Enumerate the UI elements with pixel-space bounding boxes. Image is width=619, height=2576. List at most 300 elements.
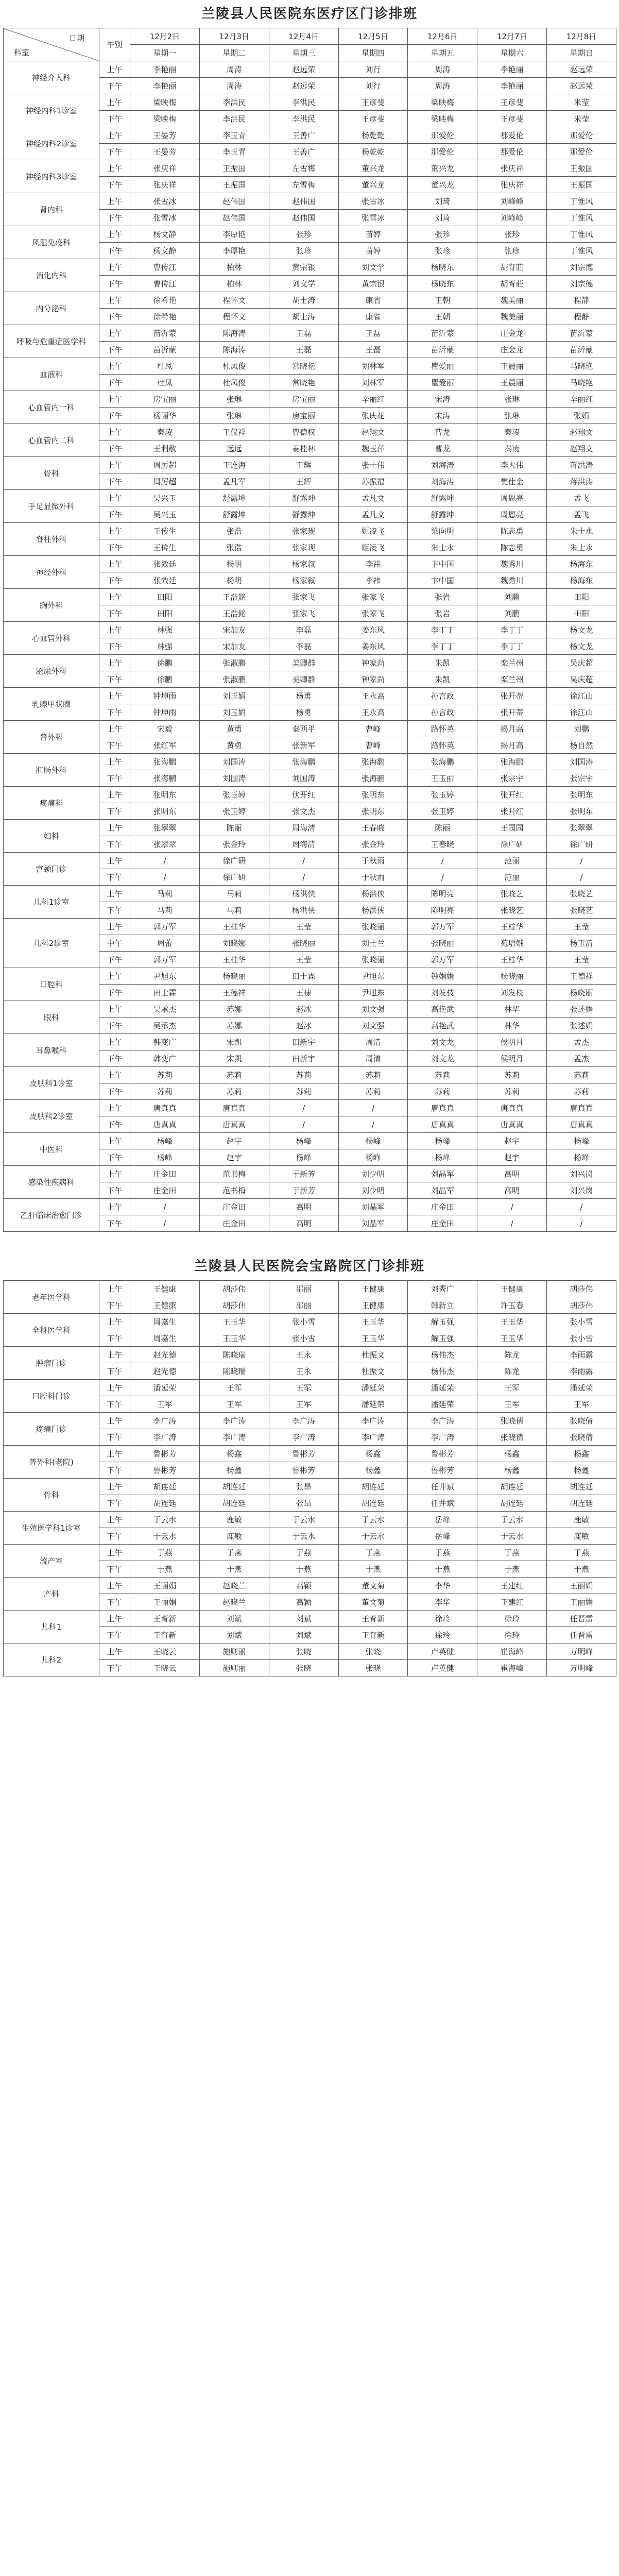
doctor-cell: 王仪祥	[199, 424, 269, 440]
doctor-cell: 孟凡文	[338, 506, 408, 523]
doctor-cell: 张开蒂	[477, 704, 547, 721]
doctor-cell: 赵远荣	[547, 78, 616, 94]
table-row	[4, 919, 616, 935]
period-cell: 上午	[99, 1347, 130, 1363]
doctor-cell: 张家飞	[338, 589, 408, 605]
doctor-cell: 李广涛	[130, 1413, 200, 1429]
doctor-cell: 王辉	[269, 473, 338, 490]
doctor-cell: 杨文静	[130, 243, 200, 259]
table-row	[4, 160, 616, 177]
doctor-cell: 张效廷	[130, 556, 200, 572]
period-cell: 上午	[99, 1512, 130, 1528]
doctor-cell: 王晓云	[130, 1643, 200, 1660]
department-name: 乙肝临床治愈门诊	[4, 1199, 99, 1232]
doctor-cell: 吴承杰	[130, 1001, 200, 1018]
header-weekday: 星期四	[338, 45, 408, 61]
doctor-cell: 王玉华	[477, 1314, 547, 1330]
doctor-cell: 任晋雷	[547, 1611, 616, 1627]
doctor-cell: 孙言政	[408, 688, 477, 704]
header-date: 12月6日	[408, 28, 477, 45]
doctor-cell: 李祎	[338, 556, 408, 572]
doctor-cell: 李磊	[269, 638, 338, 655]
doctor-cell: 庄金田	[199, 1199, 269, 1215]
doctor-cell: 刘鹏	[477, 589, 547, 605]
doctor-cell: 宋加友	[199, 622, 269, 638]
department-name: 口腔科	[4, 968, 99, 1001]
department-name: 呼吸与危重症医学科	[4, 325, 99, 358]
header-date: 12月2日	[130, 28, 200, 45]
doctor-cell: 马莉	[199, 886, 269, 902]
doctor-cell: 王莹	[269, 919, 338, 935]
doctor-cell: 王莹	[547, 919, 616, 935]
doctor-cell: 张效廷	[130, 572, 200, 589]
doctor-cell: 马晓艳	[547, 358, 616, 375]
doctor-cell: 李广涛	[338, 1413, 408, 1429]
doctor-cell: 鲁彬芳	[408, 1446, 477, 1462]
header-weekday: 星期三	[269, 45, 338, 61]
doctor-cell: 张浩	[199, 539, 269, 556]
doctor-cell: 刘斌	[269, 1627, 338, 1643]
table-row	[4, 688, 616, 704]
doctor-cell: 王园园	[477, 820, 547, 836]
table-row	[4, 556, 616, 572]
doctor-cell: 王桂华	[477, 952, 547, 968]
doctor-cell: 于燕	[338, 1561, 408, 1578]
doctor-cell: 杜凤	[130, 358, 200, 375]
doctor-cell: 王德祥	[199, 985, 269, 1001]
doctor-cell: /	[477, 1215, 547, 1232]
doctor-cell: 张晓丽	[338, 919, 408, 935]
table-row	[4, 226, 616, 243]
period-cell: 下午	[99, 473, 130, 490]
doctor-cell: 张翠翠	[547, 820, 616, 836]
doctor-cell: 徐广研	[547, 836, 616, 853]
doctor-cell: 苗沂蒙	[408, 342, 477, 358]
period-cell: 下午	[99, 1215, 130, 1232]
doctor-cell: 杨洪侠	[269, 886, 338, 902]
period-cell: 上午	[99, 754, 130, 770]
doctor-cell: 刘峰峰	[477, 210, 547, 226]
doctor-cell: 李广涛	[199, 1413, 269, 1429]
doctor-cell: 王丽娟	[130, 1594, 200, 1611]
doctor-cell: 苗婷	[338, 226, 408, 243]
period-cell: 下午	[99, 408, 130, 424]
doctor-cell: 美卿群	[269, 655, 338, 671]
doctor-cell: 王莹	[269, 952, 338, 968]
doctor-cell: 丁惟风	[547, 210, 616, 226]
period-cell: 上午	[99, 94, 130, 111]
doctor-cell: 常晓艳	[269, 375, 338, 391]
table-row	[4, 358, 616, 375]
doctor-cell: 刘晶军	[408, 1182, 477, 1199]
doctor-cell: 王浩銘	[199, 589, 269, 605]
doctor-cell: /	[130, 869, 200, 886]
doctor-cell: 吴庆超	[547, 671, 616, 688]
doctor-cell: 唐真真	[547, 1100, 616, 1116]
department-name: 皮肤科1诊室	[4, 1067, 99, 1100]
doctor-cell: 王连海	[199, 457, 269, 473]
doctor-cell: 杜振文	[338, 1363, 408, 1380]
doctor-cell: 解玉强	[408, 1314, 477, 1330]
doctor-cell: 胡士涛	[269, 309, 338, 325]
doctor-cell: 吴承杰	[130, 1018, 200, 1034]
doctor-cell: 范丽	[477, 869, 547, 886]
doctor-cell: 程静	[547, 309, 616, 325]
period-cell: 下午	[99, 1018, 130, 1034]
doctor-cell: 杨鑫	[199, 1462, 269, 1479]
doctor-cell: /	[547, 869, 616, 886]
doctor-cell: 尹旭东	[338, 985, 408, 1001]
doctor-cell: 胡连廷	[547, 1479, 616, 1495]
department-name: 普外科	[4, 721, 99, 754]
doctor-cell: 周涛	[199, 61, 269, 78]
doctor-cell: 李艳丽	[130, 78, 200, 94]
doctor-cell: 于燕	[547, 1545, 616, 1561]
table-row	[4, 1347, 616, 1363]
doctor-cell: 杨勇	[269, 704, 338, 721]
doctor-cell: 田阳	[130, 605, 200, 622]
doctor-cell: 那爱伦	[408, 144, 477, 160]
doctor-cell: 刘国涛	[547, 754, 616, 770]
period-cell: 下午	[99, 1330, 130, 1347]
doctor-cell: 于燕	[130, 1545, 200, 1561]
doctor-cell: 辛丽红	[338, 391, 408, 408]
doctor-cell: 于秋雨	[338, 869, 408, 886]
department-name: 骨科	[4, 457, 99, 490]
doctor-cell: 于秋雨	[338, 853, 408, 869]
table-row	[4, 1611, 616, 1627]
doctor-cell: 杨文龙	[547, 622, 616, 638]
doctor-cell: 杨峰	[269, 1149, 338, 1166]
doctor-cell: 张晓艺	[547, 886, 616, 902]
doctor-cell: 张岩	[408, 605, 477, 622]
doctor-cell: 王健康	[338, 1297, 408, 1314]
period-cell: 上午	[99, 523, 130, 539]
period-cell: 下午	[99, 276, 130, 292]
doctor-cell: 林华	[477, 1001, 547, 1018]
doctor-cell: 鹿敏	[199, 1512, 269, 1528]
table-row	[4, 589, 616, 605]
doctor-cell: 张小雪	[547, 1330, 616, 1347]
doctor-cell: 王玉华	[338, 1330, 408, 1347]
doctor-cell: 李艳丽	[130, 61, 200, 78]
doctor-cell: 吴兴玉	[130, 506, 200, 523]
doctor-cell: 胡育莊	[477, 259, 547, 276]
doctor-cell: 王善广	[269, 144, 338, 160]
doctor-cell: 张庆祥	[130, 160, 200, 177]
doctor-cell: 王晨丽	[477, 375, 547, 391]
doctor-cell: 杨峰	[408, 1133, 477, 1149]
period-cell: 下午	[99, 671, 130, 688]
doctor-cell: 侯明月	[477, 1034, 547, 1050]
doctor-cell: 张玉婷	[408, 803, 477, 820]
doctor-cell: 李厚艳	[199, 243, 269, 259]
doctor-cell: 杨峰	[547, 1133, 616, 1149]
doctor-cell: 刘文龙	[408, 1034, 477, 1050]
doctor-cell: 赵晓兰	[199, 1578, 269, 1594]
doctor-cell: 徐鹏	[130, 671, 200, 688]
header-weekday: 星期五	[408, 45, 477, 61]
doctor-cell: 岳峰	[408, 1528, 477, 1545]
doctor-cell: 孟杰	[547, 1034, 616, 1050]
doctor-cell: 王春晓	[408, 836, 477, 853]
table-row	[4, 1100, 616, 1116]
doctor-cell: 张海鹏	[269, 754, 338, 770]
doctor-cell: 胡莎伟	[199, 1297, 269, 1314]
doctor-cell: 胡莎伟	[547, 1281, 616, 1297]
table-row	[4, 1314, 616, 1330]
doctor-cell: 路怀英	[408, 721, 477, 737]
doctor-cell: 赵远荣	[269, 61, 338, 78]
table-row	[4, 523, 616, 539]
doctor-cell: 刘林军	[338, 375, 408, 391]
doctor-cell: 王振国	[199, 160, 269, 177]
doctor-cell: 于云水	[269, 1528, 338, 1545]
doctor-cell: 刘晶军	[338, 1215, 408, 1232]
doctor-cell: 宋涛	[408, 391, 477, 408]
doctor-cell: 吴兴玉	[130, 490, 200, 506]
doctor-cell: 张海鹏	[408, 754, 477, 770]
doctor-cell: 胡连廷	[477, 1479, 547, 1495]
doctor-cell: 姬凌飞	[338, 539, 408, 556]
doctor-cell: 董兴龙	[408, 160, 477, 177]
doctor-cell: 林强	[130, 622, 200, 638]
doctor-cell: 杨峰	[269, 1133, 338, 1149]
doctor-cell: 李洪民	[269, 94, 338, 111]
doctor-cell: 杜凤俊	[199, 375, 269, 391]
doctor-cell: 张文杰	[269, 803, 338, 820]
doctor-cell: 李洪民	[269, 111, 338, 127]
period-cell: 上午	[99, 622, 130, 638]
header-weekday: 星期六	[477, 45, 547, 61]
doctor-cell: 李丁丁	[408, 622, 477, 638]
doctor-cell: 李广涛	[130, 1429, 200, 1446]
doctor-cell: 杨乾乾	[338, 127, 408, 144]
doctor-cell: 王振国	[547, 160, 616, 177]
doctor-cell: 朱凯	[408, 671, 477, 688]
doctor-cell: 苏莉	[547, 1067, 616, 1083]
doctor-cell: 刘斌	[199, 1611, 269, 1627]
period-cell: 下午	[99, 1083, 130, 1100]
doctor-cell: 唐真真	[408, 1100, 477, 1116]
doctor-cell: 赵光德	[130, 1363, 200, 1380]
doctor-cell: 魏美丽	[477, 309, 547, 325]
doctor-cell: 揭月高	[477, 721, 547, 737]
doctor-cell: 苏娜	[199, 1001, 269, 1018]
doctor-cell: 钟坤雨	[130, 688, 200, 704]
doctor-cell: 张浩	[199, 523, 269, 539]
doctor-cell: /	[130, 1199, 200, 1215]
doctor-cell: 李华	[408, 1594, 477, 1611]
table-row	[4, 1034, 616, 1050]
doctor-cell: 高颖	[269, 1578, 338, 1594]
doctor-cell: 王莹	[547, 952, 616, 968]
doctor-cell: 王晨丽	[477, 358, 547, 375]
doctor-cell: 高艳武	[408, 1001, 477, 1018]
doctor-cell: 张晓丽	[338, 952, 408, 968]
doctor-cell: 张金玲	[199, 836, 269, 853]
doctor-cell: 董兴龙	[338, 160, 408, 177]
doctor-cell: 张家现	[269, 523, 338, 539]
doctor-cell: 张庆祥	[130, 177, 200, 193]
doctor-cell: 于燕	[477, 1561, 547, 1578]
doctor-cell: 潘延荣	[547, 1380, 616, 1396]
doctor-cell: 周涛	[199, 78, 269, 94]
doctor-cell: 柏林	[199, 259, 269, 276]
department-name: 神经内科2诊室	[4, 127, 99, 160]
doctor-cell: 周恩亮	[477, 506, 547, 523]
doctor-cell: 黄勇	[199, 737, 269, 754]
doctor-cell: 张明东	[338, 787, 408, 803]
table-row	[4, 490, 616, 506]
department-name: 神经内科1诊室	[4, 94, 99, 127]
department-name: 儿科2	[4, 1643, 99, 1676]
period-cell: 上午	[99, 1001, 130, 1018]
doctor-cell: 胡连廷	[338, 1495, 408, 1512]
period-cell: 上午	[99, 1446, 130, 1462]
doctor-cell: 于燕	[408, 1561, 477, 1578]
doctor-cell: 王桂华	[199, 952, 269, 968]
doctor-cell: 刘斌	[269, 1611, 338, 1627]
doctor-cell: 胡莎伟	[199, 1281, 269, 1297]
doctor-cell: 潘延荣	[338, 1380, 408, 1396]
doctor-cell: 远远	[199, 440, 269, 457]
doctor-cell: 揭月高	[477, 737, 547, 754]
doctor-cell: 庄金田	[130, 1182, 200, 1199]
doctor-cell: 陈丽	[408, 820, 477, 836]
department-name: 产科	[4, 1578, 99, 1611]
doctor-cell: 张明东	[130, 803, 200, 820]
doctor-cell: 苗沂蒙	[547, 325, 616, 342]
doctor-cell: 刘玉娟	[199, 704, 269, 721]
department-name: 神经内科3诊室	[4, 160, 99, 193]
doctor-cell: 李广涛	[338, 1429, 408, 1446]
doctor-cell: /	[547, 853, 616, 869]
table-row	[4, 94, 616, 111]
period-cell: 下午	[99, 1149, 130, 1166]
doctor-cell: 那爱伦	[547, 127, 616, 144]
doctor-cell: 张晓艺	[547, 902, 616, 919]
doctor-cell: 杨明	[199, 556, 269, 572]
doctor-cell: 姜东风	[338, 622, 408, 638]
doctor-cell: /	[408, 869, 477, 886]
table-row	[4, 1545, 616, 1561]
doctor-cell: 鲁彬芳	[130, 1462, 200, 1479]
table-row	[4, 127, 616, 144]
doctor-cell: 王桂华	[477, 919, 547, 935]
period-cell: 上午	[99, 457, 130, 473]
doctor-cell: 房宝丽	[269, 408, 338, 424]
doctor-cell: 施则丽	[199, 1643, 269, 1660]
doctor-cell: 胡育莊	[477, 276, 547, 292]
doctor-cell: 杨勇	[269, 688, 338, 704]
doctor-cell: 张晓倩	[547, 1429, 616, 1446]
doctor-cell: 李丁丁	[477, 622, 547, 638]
doctor-cell: 唐真真	[130, 1116, 200, 1133]
table-row	[4, 325, 616, 342]
doctor-cell: 王健康	[338, 1281, 408, 1297]
doctor-cell: 宋凯	[199, 1034, 269, 1050]
doctor-cell: 陈丽	[199, 820, 269, 836]
doctor-cell: 周嘉生	[130, 1330, 200, 1347]
table-row	[4, 424, 616, 440]
doctor-cell: 田士霖	[130, 985, 200, 1001]
period-cell: 下午	[99, 506, 130, 523]
doctor-cell: 李洪民	[199, 94, 269, 111]
doctor-cell: 张开蒂	[477, 688, 547, 704]
department-name: 心血管外科	[4, 622, 99, 655]
doctor-cell: 姜东风	[338, 638, 408, 655]
doctor-cell: 王振国	[199, 177, 269, 193]
doctor-cell: 张淑鹏	[199, 655, 269, 671]
period-cell: 上午	[99, 886, 130, 902]
doctor-cell: 林华	[477, 1018, 547, 1034]
doctor-cell: 王玉华	[477, 1330, 547, 1347]
doctor-cell: 杜振文	[338, 1347, 408, 1363]
doctor-cell: 王军	[477, 1396, 547, 1413]
period-cell: 下午	[99, 803, 130, 820]
department-name: 疼痛门诊	[4, 1413, 99, 1446]
department-name: 脊柱外科	[4, 523, 99, 556]
period-cell: 下午	[99, 1297, 130, 1314]
doctor-cell: 杨家叙	[269, 572, 338, 589]
doctor-cell: 于燕	[269, 1545, 338, 1561]
doctor-cell: 张明东	[547, 803, 616, 820]
doctor-cell: 王利敬	[130, 440, 200, 457]
doctor-cell: 高明	[477, 1182, 547, 1199]
period-cell: 下午	[99, 1050, 130, 1067]
doctor-cell: 王丽娟	[547, 1594, 616, 1611]
doctor-cell: 赵宇	[199, 1149, 269, 1166]
doctor-cell: 陈海涛	[199, 325, 269, 342]
doctor-cell: 崔海峰	[477, 1643, 547, 1660]
doctor-cell: 曹龙	[408, 440, 477, 457]
doctor-cell: 徐玲	[477, 1611, 547, 1627]
doctor-cell: 田阳	[547, 605, 616, 622]
doctor-cell: 田新宇	[269, 1034, 338, 1050]
doctor-cell: 马莉	[130, 886, 200, 902]
doctor-cell: 张晓倩	[547, 1413, 616, 1429]
doctor-cell: 赵冰	[269, 1018, 338, 1034]
doctor-cell: 王浩銘	[199, 605, 269, 622]
doctor-cell: 解玉强	[408, 1330, 477, 1347]
department-name: 肛肠外科	[4, 754, 99, 787]
doctor-cell: 杨家叙	[269, 556, 338, 572]
doctor-cell: 张宗宇	[477, 770, 547, 787]
doctor-cell: 苏莉	[269, 1067, 338, 1083]
doctor-cell: 刘行	[338, 78, 408, 94]
doctor-cell: 李雨露	[547, 1363, 616, 1380]
doctor-cell: 鹿敏	[547, 1528, 616, 1545]
doctor-cell: 胡莎伟	[547, 1297, 616, 1314]
doctor-cell: 魏玉萍	[338, 440, 408, 457]
doctor-cell: /	[269, 869, 338, 886]
doctor-cell: /	[338, 1116, 408, 1133]
department-name: 全科医学科	[4, 1314, 99, 1347]
department-name: 血液科	[4, 358, 99, 391]
doctor-cell: 胡连廷	[130, 1495, 200, 1512]
department-name: 神经介入科	[4, 61, 99, 94]
doctor-cell: 孙言政	[408, 704, 477, 721]
doctor-cell: 张小雪	[269, 1314, 338, 1330]
doctor-cell: 苏莉	[408, 1067, 477, 1083]
doctor-cell: 徐江山	[547, 704, 616, 721]
doctor-cell: 杨玉清	[547, 935, 616, 952]
doctor-cell: 孟杰	[547, 1050, 616, 1067]
doctor-cell: 杨鑫	[199, 1446, 269, 1462]
department-name: 口腔科门诊	[4, 1380, 99, 1413]
doctor-cell: 张琳	[477, 408, 547, 424]
